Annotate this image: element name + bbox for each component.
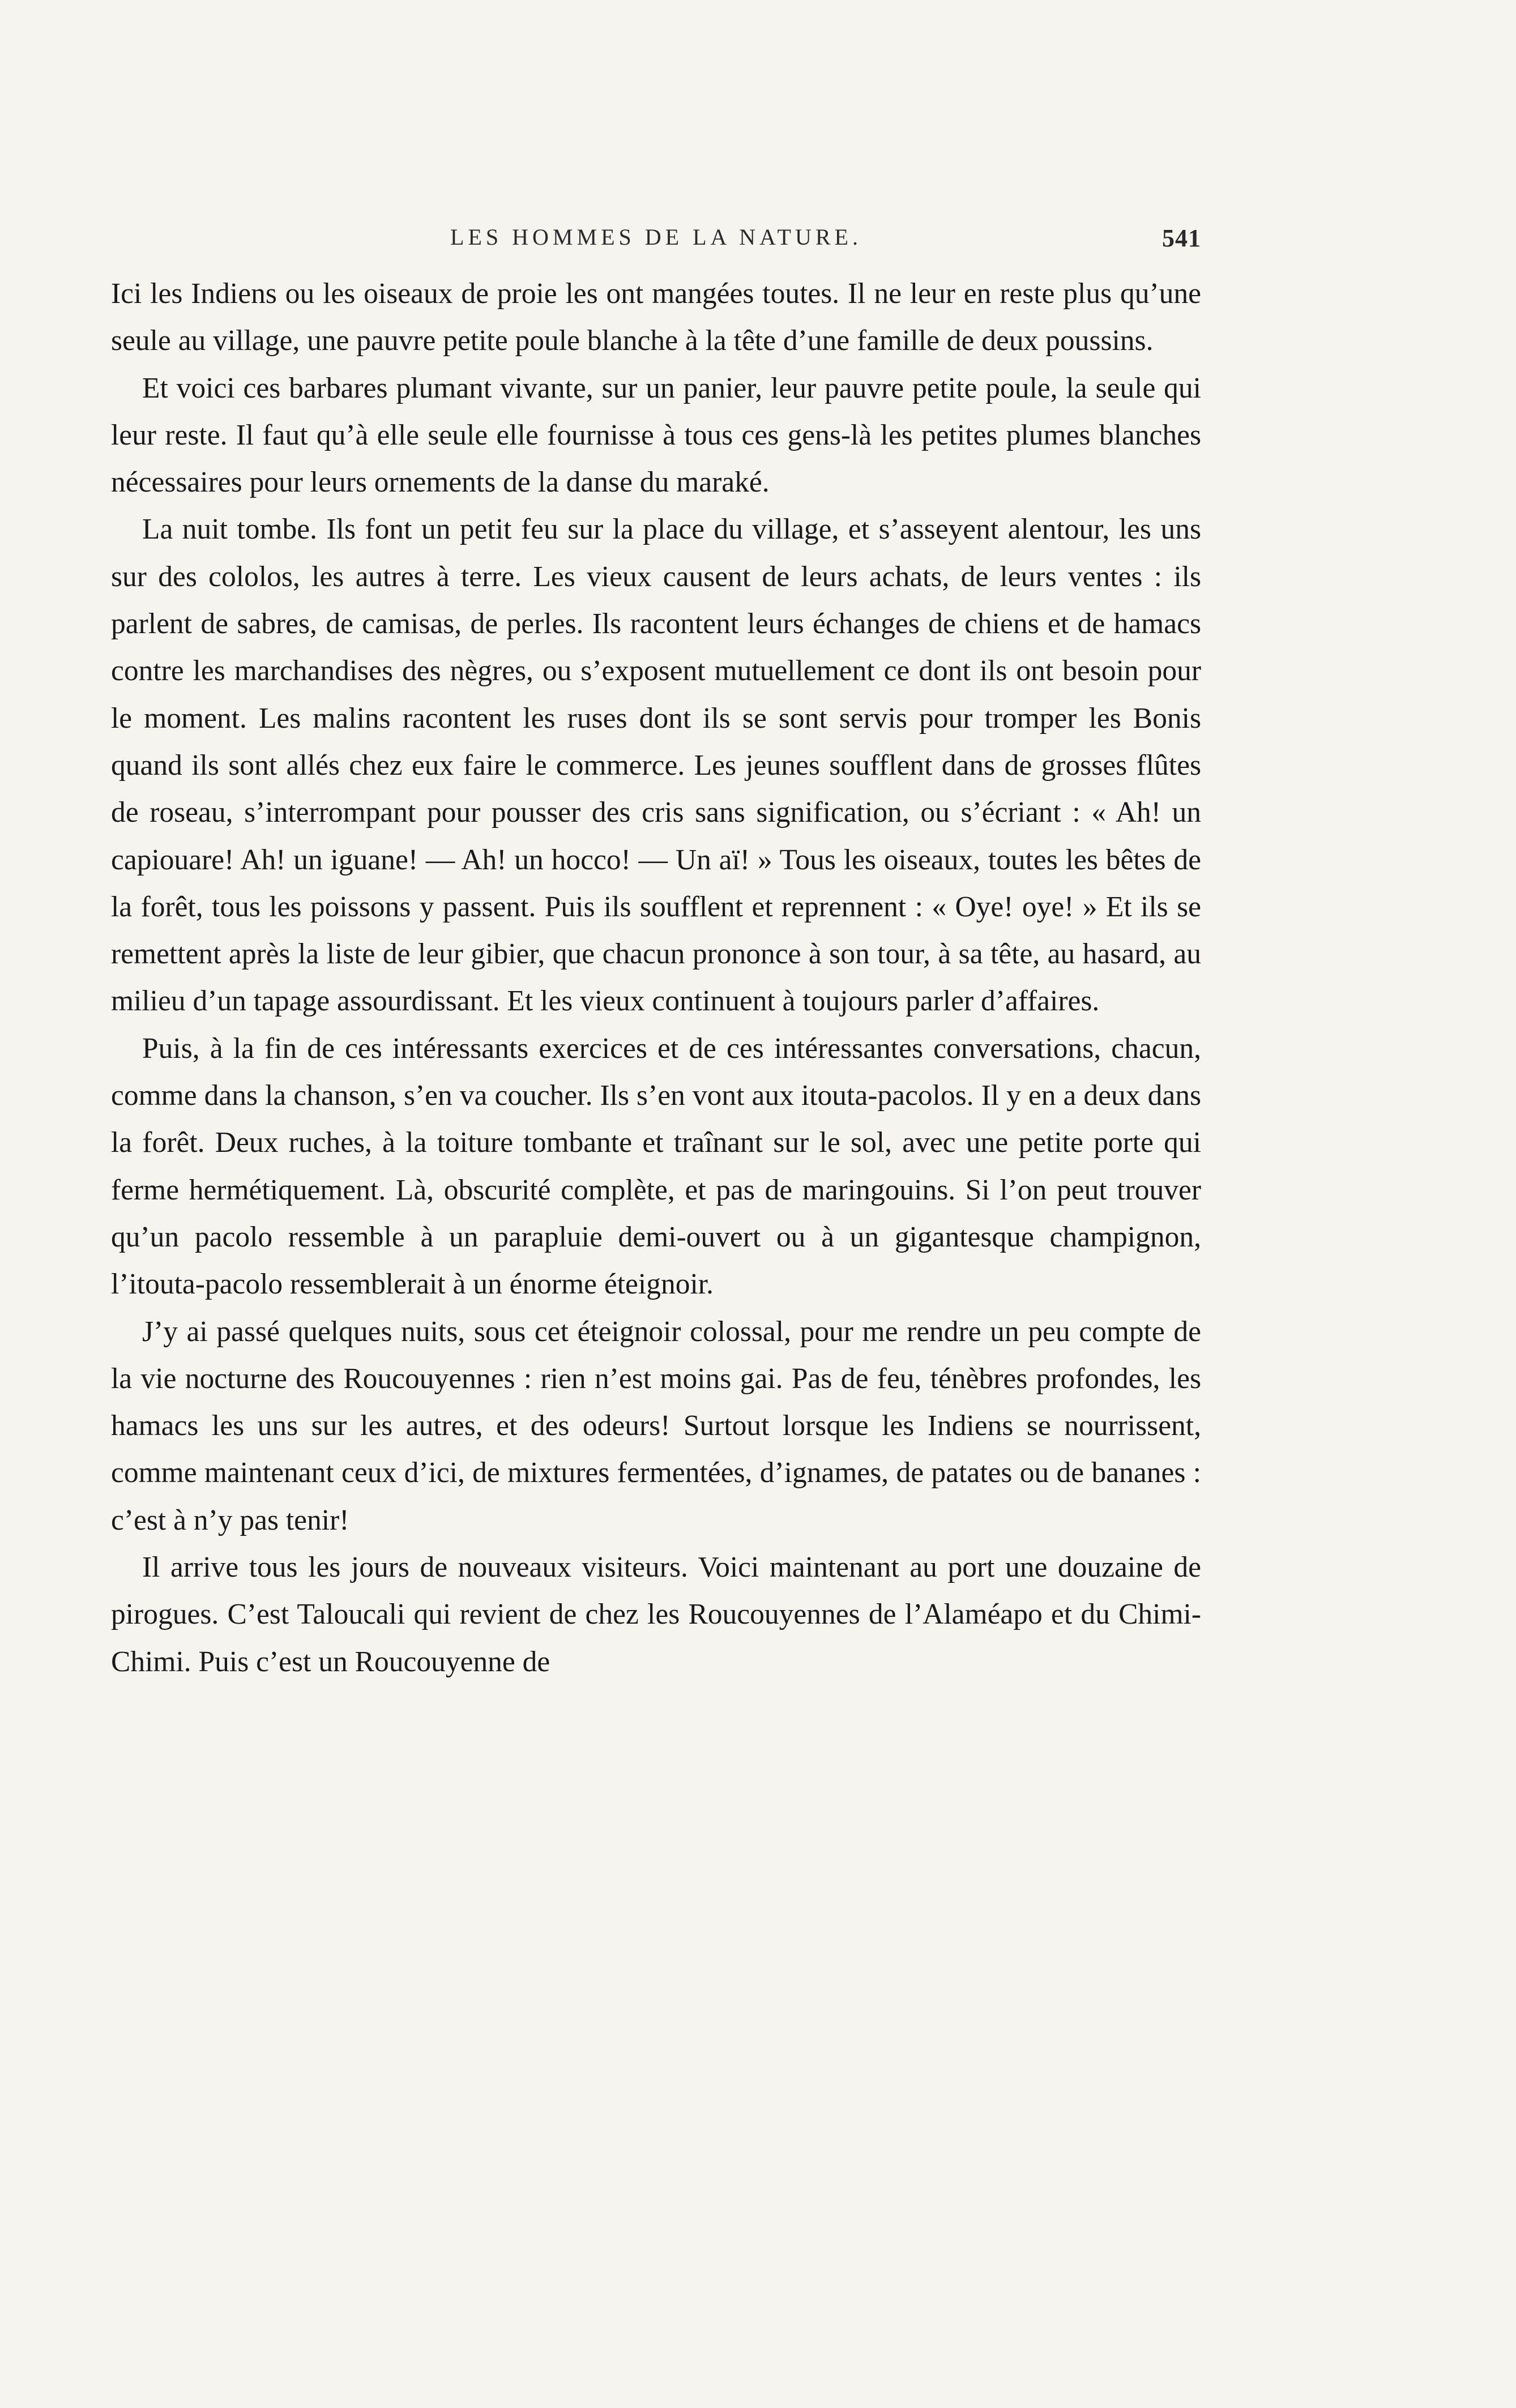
page-header <box>111 224 1201 263</box>
paragraph: Il arrive tous les jours de nouveaux visiteurs. Voici maintenant au port une douzaine de pirogues. C’est Taloucali qui revient de chez les Roucouyennes de l’Alaméapo et du Chimi-Chimi. Puis c’est un Roucouyenne de <box>111 1551 1201 1678</box>
paragraph: Et voici ces barbares plumant vivante, sur un panier, leur pauvre petite poule, la seule qui leur reste. Il faut qu’à elle seule elle fournisse à tous ces gens-là les petites plumes blanches nécessaires pour leurs ornements de la danse du maraké. <box>111 372 1201 499</box>
book-page <box>111 224 1201 1685</box>
running-title: LES HOMMES DE LA NATURE. <box>450 224 862 250</box>
paragraph: J’y ai passé quelques nuits, sous cet éteignoir colossal, pour me rendre un peu compte de la vie nocturne des Roucouyennes : rien n’est moins gai. Pas de feu, ténèbres profondes, les hamacs les uns sur les autres, et des odeurs! Surtout lorsque les Indiens se nourrissent, comme maintenant ceux d’ici, de mixtures fermentées, d’ignames, de patates ou de bananes : c’est à n’y pas tenir! <box>111 1315 1201 1536</box>
paragraph: Ici les Indiens ou les oiseaux de proie les ont mangées toutes. Il ne leur en reste plus qu’une seule au village, une pauvre petite poule blanche à la tête d’une famille de deux poussins. <box>111 277 1201 357</box>
body-text <box>111 270 1201 1685</box>
page-number: 541 <box>1162 224 1201 252</box>
paragraph: La nuit tombe. Ils font un petit feu sur la place du village, et s’asseyent alentour, les uns sur des cololos, les autres à terre. Les vieux causent de leurs achats, de leurs ventes : ils parlent de sabres, de camisas, de perles. Ils racontent leurs échanges de chiens et de hamacs contre les marchandises des nègres, ou s’exposent mutuellement ce dont ils ont besoin pour le moment. Les malins racontent les ruses dont ils se sont servis pour tromper les Bonis quand ils sont allés chez eux faire le commerce. Les jeunes soufflent dans de grosses flûtes de roseau, s’interrompant pour pousser des cris sans signification, ou s’écriant : « Ah! un capiouare! Ah! un iguane! — Ah! un hocco! — Un aï! » Tous les oiseaux, toutes les bêtes de la forêt, tous les poissons y passent. Puis ils soufflent et reprennent : « Oye! oye! » Et ils se remettent après la liste de leur gibier, que chacun prononce à son tour, à sa tête, au hasard, au milieu d’un tapage assourdissant. Et les vieux continuent à toujours parler d’affaires. <box>111 513 1201 1018</box>
paragraph: Puis, à la fin de ces intéressants exercices et de ces intéressantes conversations, chacun, comme dans la chanson, s’en va coucher. Ils s’en vont aux itouta-pacolos. Il y en a deux dans la forêt. Deux ruches, à la toiture tombante et traînant sur le sol, avec une petite porte qui ferme hermétiquement. Là, obscurité complète, et pas de maringouins. Si l’on peut trouver qu’un pacolo ressemble à un parapluie demi-ouvert ou à un gigantesque champignon, l’itouta-pacolo ressemblerait à un énorme éteignoir. <box>111 1032 1201 1301</box>
